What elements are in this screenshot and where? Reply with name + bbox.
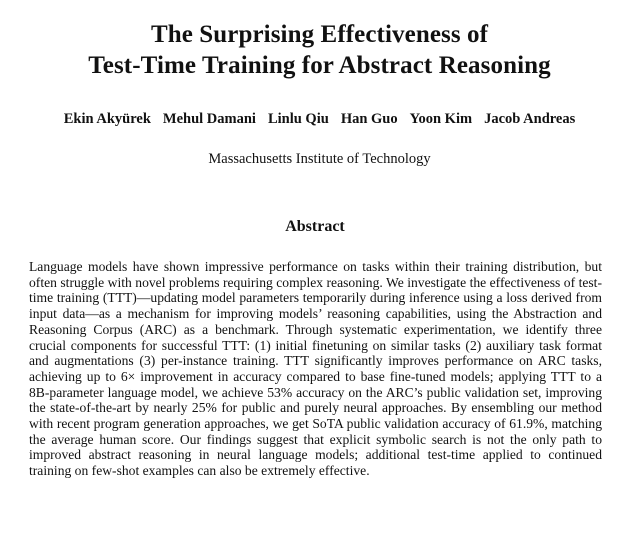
abstract-text: Language models have shown impressive performance on tasks within their training distribution, but often struggle with novel problems requiring complex reasoning. We investigate the effectiveness of test-time training (TTT)—updating model parameters temporarily during inference using a loss derived from input data—as a mechanism for improving models’ reasoning capabilities, using the Abstraction and Reasoning Corpus (ARC) as a benchmark. Through systematic experimentation, we identify three crucial components for successful TTT: (1) initial finetuning on similar tasks (2) auxiliary task format and augmentations (3) per-instance training. TTT significantly improves performance on ARC tasks, achieving up to 6× improvement in accuracy compared to base fine-tuned models; applying TTT to a 8B-parameter language model, we achieve 53% accuracy on the ARC’s public validation set, improving the state-of-the-art by nearly 25% for public and purely neural approaches. By ensembling our method with recent program generation approaches, we get SoTA public validation accuracy of 61.9%, matching the average human score. Our findings suggest that explicit symbolic search is not the only path to improved abstract reasoning in neural language models; additional test-time applied to continued training on few-shot examples can also be extremely effective. xyxy=(29,259,602,479)
paper-title-line-1: The Surprising Effectiveness of xyxy=(150,21,489,48)
author-name: Jacob Andreas xyxy=(484,111,576,127)
abstract-heading: Abstract xyxy=(285,218,345,235)
author-name: Ekin Akyürek xyxy=(63,111,151,127)
paper-title xyxy=(0,19,639,81)
author-list xyxy=(0,110,639,128)
affiliation: Massachusetts Institute of Technology xyxy=(208,151,431,167)
author-name: Yoon Kim xyxy=(409,111,473,127)
author-name: Han Guo xyxy=(340,111,398,127)
paper-title-line-2: Test-Time Training for Abstract Reasoning xyxy=(88,52,551,79)
author-name: Linlu Qiu xyxy=(267,111,329,127)
author-name: Mehul Damani xyxy=(162,111,256,127)
